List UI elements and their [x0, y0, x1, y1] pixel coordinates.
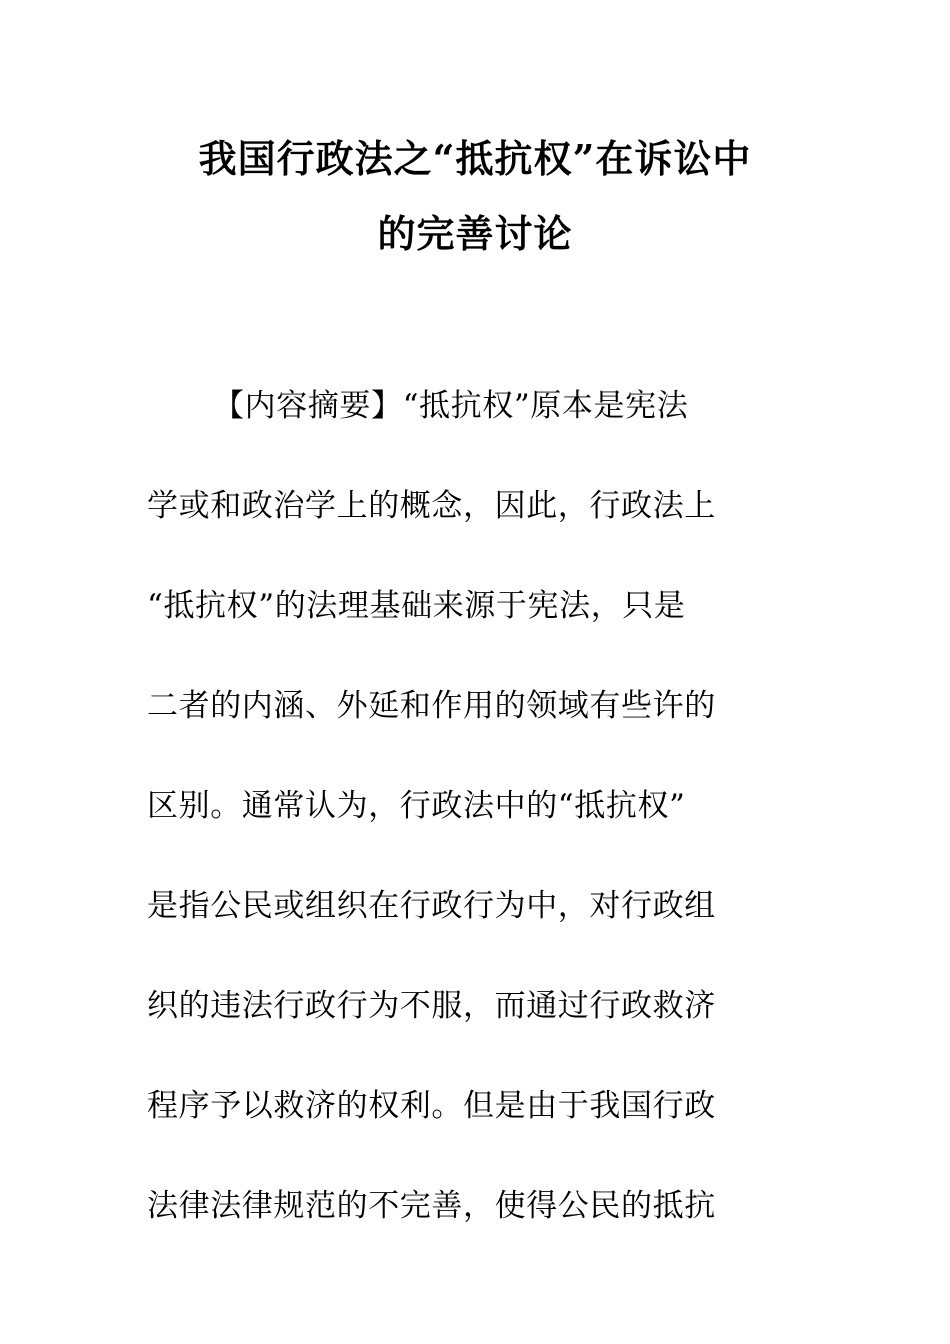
abstract-line-3: “抵抗权”的法理基础来源于宪法，只是	[147, 588, 686, 624]
document-title-line-1: 我国行政法之“抵抗权”在诉讼中	[198, 136, 752, 181]
abstract-line-6: 是指公民或组织在行政行为中，对行政组	[147, 888, 716, 924]
abstract-line-8: 程序予以救济的权利。但是由于我国行政	[147, 1088, 716, 1124]
abstract-line-5: 区别。通常认为，行政法中的“抵抗权”	[147, 788, 686, 824]
abstract-line-1: 【内容摘要】“抵抗权”原本是宪法	[213, 388, 689, 424]
abstract-line-4: 二者的内涵、外延和作用的领域有些许的	[147, 688, 716, 724]
abstract-line-2: 学或和政治学上的概念，因此，行政法上	[147, 488, 716, 524]
abstract-line-9: 法律法律规范的不完善，使得公民的抵抗	[147, 1188, 716, 1224]
document-title-line-2: 的完善讨论	[377, 211, 573, 256]
abstract-line-7: 织的违法行政行为不服，而通过行政救济	[147, 988, 716, 1024]
